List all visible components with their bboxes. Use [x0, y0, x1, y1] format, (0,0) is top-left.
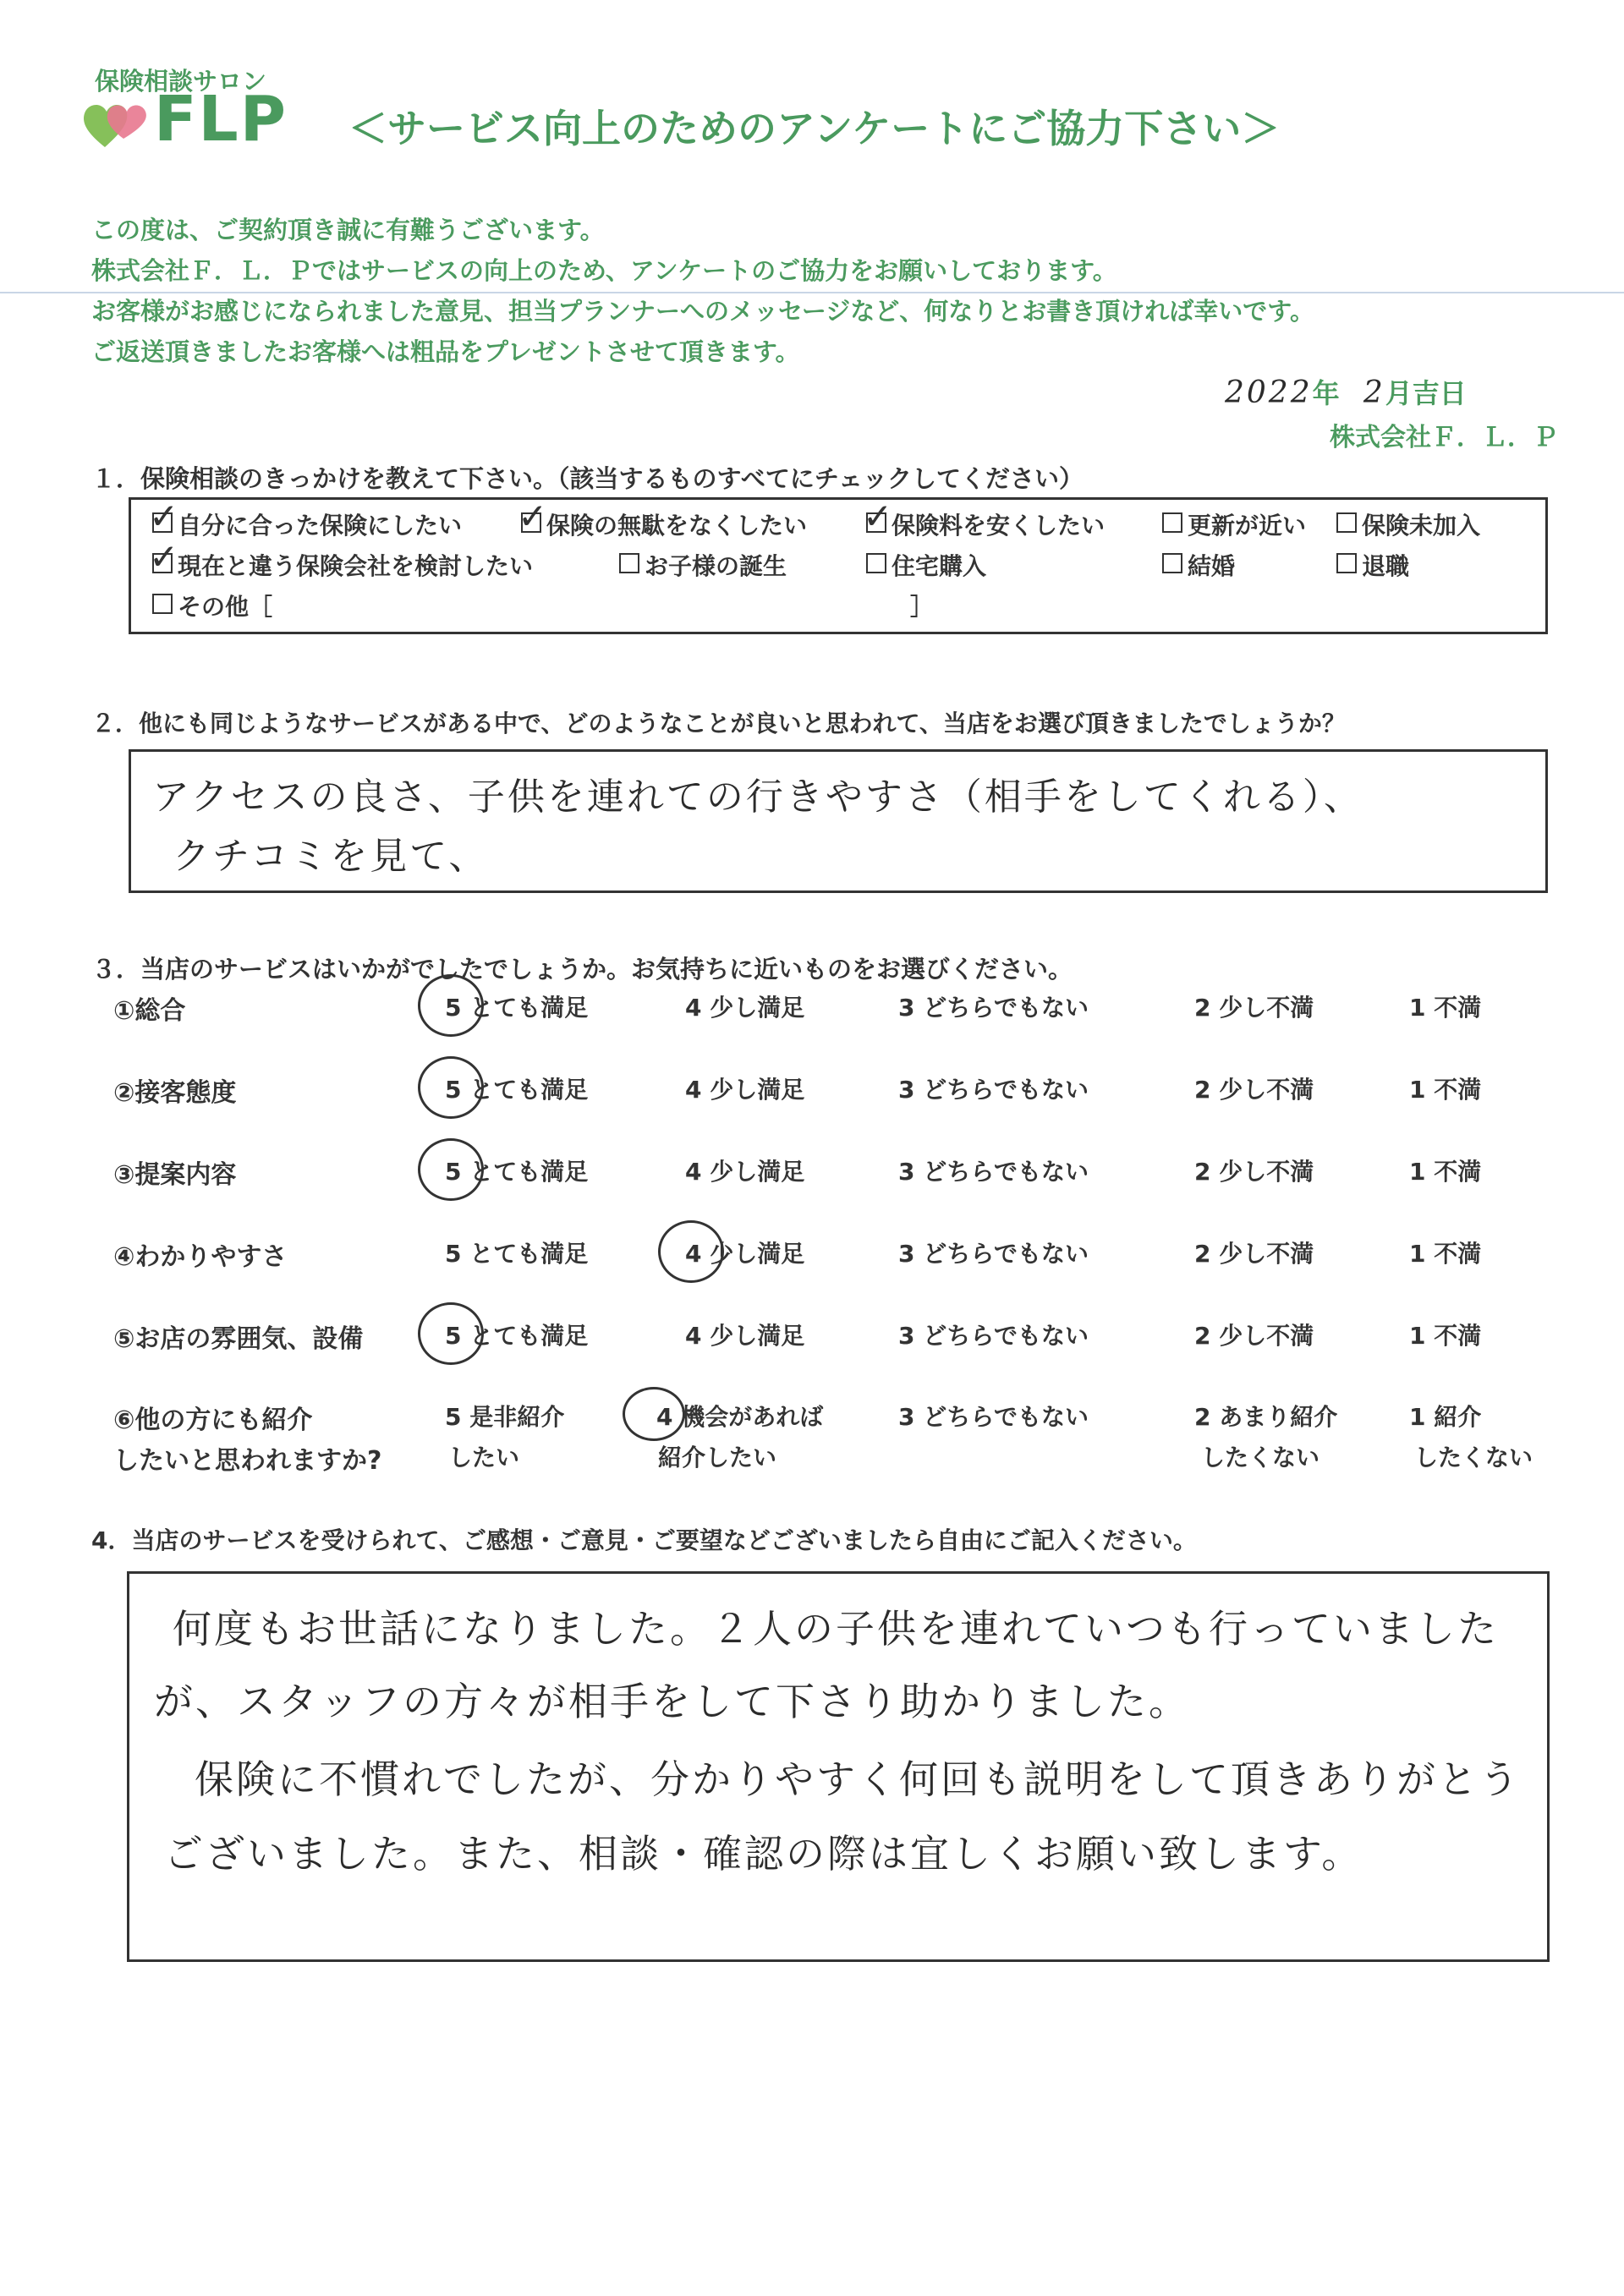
- q3-selected-circle: [418, 1138, 484, 1201]
- q1-option-8: 結婚: [1188, 552, 1236, 580]
- q1-option-2: 保険料を安くしたい: [892, 512, 1106, 540]
- q1-check-mark-2: ✓: [863, 496, 893, 537]
- q1-other-close: ］: [910, 593, 935, 621]
- recommend-selected-circle: [623, 1387, 685, 1441]
- heart-logo-icon: [80, 95, 156, 154]
- brand-logo: FLP: [154, 83, 288, 156]
- recommend-option-1-line2: したくない: [1414, 1444, 1533, 1471]
- q1-checkbox-8[interactable]: [1162, 553, 1182, 573]
- date-year-suffix: 年: [1312, 377, 1340, 409]
- q1-checkbox-4[interactable]: [1336, 512, 1357, 533]
- date-year: 2022: [1225, 375, 1313, 410]
- q1-option-7: 住宅購入: [892, 552, 987, 580]
- q3-row-label: ④わかりやすさ: [113, 1242, 288, 1272]
- q3-rating-option[interactable]: 5 とても満足: [445, 1158, 589, 1186]
- q1-option-4: 保険未加入: [1362, 512, 1481, 540]
- q2-question: ２．他にも同じようなサービスがある中で、どのようなことが良いと思われて、当店をお選び頂きましたでしょうか？: [91, 710, 1346, 737]
- q3-row-label: ③提案内容: [113, 1160, 237, 1190]
- q3-rating-option[interactable]: 1 不満: [1409, 1240, 1482, 1268]
- recommend-option-4-line2: 紹介したい: [658, 1444, 777, 1471]
- q1-option-10: その他［: [178, 593, 273, 621]
- q3-selected-circle: [418, 1056, 484, 1119]
- q3-question: ３．当店のサービスはいかがでしたでしょうか。お気持ちに近いものをお選びください。: [91, 955, 1073, 984]
- intro-line-2: 株式会社Ｆ．Ｌ．Ｐではサービスの向上のため、アンケートのご協力をお願いしております。: [91, 256, 1117, 285]
- intro-line-4: ご返送頂きましたお客様へは粗品をプレゼントさせて頂きます。: [91, 337, 800, 366]
- q4-answer-line-3: 保険に不慣れでしたが、分かりやすく何回も説明をして頂きありがとう: [195, 1756, 1521, 1802]
- q4-answer-line-4: ございました。また、相談・確認の際は宜しくお願い致します。: [164, 1831, 1363, 1877]
- q1-option-5: 現在と違う保険会社を検討したい: [178, 552, 534, 580]
- q3-rating-option[interactable]: 4 少し満足: [685, 1322, 805, 1350]
- q3-rating-option[interactable]: 3 どちらでもない: [898, 1076, 1089, 1104]
- q3-rating-option[interactable]: 5 とても満足: [445, 1322, 589, 1350]
- q3-rating-option[interactable]: 5 とても満足: [445, 1240, 589, 1268]
- recommend-option-2-line2: したくない: [1201, 1444, 1320, 1471]
- q4-answer-line-2: が、スタッフの方々が相手をして下さり助かりました。: [154, 1679, 1190, 1724]
- q1-checkbox-6[interactable]: [619, 553, 639, 573]
- q3-rating-option[interactable]: 2 少し不満: [1194, 1322, 1314, 1350]
- q2-answer-line-1: アクセスの良さ、子供を連れての行きやすさ（相手をしてくれる）、: [152, 775, 1363, 819]
- q3-rating-option[interactable]: 1 不満: [1409, 994, 1482, 1022]
- q3-row-label: ②接客態度: [113, 1078, 237, 1108]
- q3-rating-option[interactable]: 5 とても満足: [445, 994, 589, 1022]
- q3-rating-option[interactable]: 1 不満: [1409, 1076, 1482, 1104]
- recommend-option-1-line1[interactable]: 1 紹介: [1409, 1403, 1482, 1431]
- brand-small-text: 保険相談サロン: [95, 67, 267, 96]
- q1-check-mark-5: ✓: [149, 536, 179, 578]
- intro-line-1: この度は、ご契約頂き誠に有難うございます。: [91, 216, 605, 244]
- q3-rating-option[interactable]: 4 少し満足: [685, 994, 805, 1022]
- q3-rating-option[interactable]: 4 少し満足: [685, 1158, 805, 1186]
- company-name: 株式会社Ｆ．Ｌ．Ｐ: [1330, 423, 1558, 452]
- q3-rating-option[interactable]: 2 少し不満: [1194, 1076, 1314, 1104]
- recommend-option-2-line1[interactable]: 2 あまり紹介: [1194, 1403, 1338, 1431]
- recommend-option-3-line1[interactable]: 3 どちらでもない: [898, 1403, 1089, 1431]
- q3-row-label: ⑤お店の雰囲気、設備: [113, 1324, 364, 1354]
- q3-rating-option[interactable]: 3 どちらでもない: [898, 1158, 1089, 1186]
- q1-option-1: 保険の無駄をなくしたい: [546, 512, 808, 540]
- q1-checkbox-7[interactable]: [866, 553, 886, 573]
- q3-rating-option[interactable]: 4 少し満足: [685, 1240, 805, 1268]
- q1-checkbox-3[interactable]: [1162, 512, 1182, 533]
- q3-rating-option[interactable]: 3 どちらでもない: [898, 1322, 1089, 1350]
- date-month-suffix: 月吉日: [1385, 377, 1467, 409]
- q1-option-0: 自分に合った保険にしたい: [178, 512, 463, 540]
- q1-checkbox-10[interactable]: [152, 594, 173, 614]
- recommend-option-4-line1[interactable]: 4 機会があれば: [656, 1403, 824, 1431]
- date-month: 2: [1363, 375, 1385, 410]
- q3-rating-option[interactable]: 1 不満: [1409, 1158, 1482, 1186]
- q1-option-6: お子様の誕生: [645, 552, 787, 580]
- page-title: ＜サービス向上のためのアンケートにご協力下さい＞: [348, 106, 1281, 151]
- q3-rating-option[interactable]: 1 不満: [1409, 1322, 1482, 1350]
- q3-rating-option[interactable]: 3 どちらでもない: [898, 1240, 1089, 1268]
- q4-question: 4．当店のサービスを受けられて、ご感想・ご意見・ご要望などございましたら自由にご記入ください。: [91, 1526, 1197, 1554]
- q4-answer-line-1: 何度もお世話になりました。２人の子供を連れていつも行っていました: [173, 1606, 1499, 1652]
- q1-check-mark-0: ✓: [149, 496, 179, 537]
- q3-rating-option[interactable]: 4 少し満足: [685, 1076, 805, 1104]
- q3-rating-option[interactable]: 2 少し不満: [1194, 994, 1314, 1022]
- q3-rating-option[interactable]: 3 どちらでもない: [898, 994, 1089, 1022]
- q3-rating-option[interactable]: 2 少し不満: [1194, 1240, 1314, 1268]
- intro-line-3: お客様がお感じになられました意見、担当プランナーへのメッセージなど、何なりとお書き頂ければ幸いです。: [91, 297, 1314, 326]
- q3-row-label: ①総合: [113, 996, 186, 1026]
- q3-selected-circle: [418, 1302, 484, 1365]
- q3-rating-option[interactable]: 2 少し不満: [1194, 1158, 1314, 1186]
- q3-rating-option[interactable]: 5 とても満足: [445, 1076, 589, 1104]
- q2-answer-line-2: クチコミを見て、: [173, 835, 489, 878]
- recommend-option-5-line1[interactable]: 5 是非紹介: [445, 1403, 565, 1431]
- q3-recommend-label-2: したいと思われますか?: [113, 1446, 382, 1476]
- recommend-option-5-line2: したい: [448, 1444, 520, 1471]
- q1-question: １．保険相談のきっかけを教えて下さい。（該当するものすべてにチェックしてください）: [91, 464, 1084, 493]
- q1-check-mark-1: ✓: [518, 496, 548, 537]
- q1-option-3: 更新が近い: [1188, 512, 1307, 540]
- q3-selected-circle: [658, 1220, 724, 1283]
- date-line: [1225, 372, 1467, 411]
- q1-option-9: 退職: [1362, 552, 1410, 580]
- q3-recommend-label-1: ⑥他の方にも紹介: [113, 1406, 313, 1435]
- q1-checkbox-9[interactable]: [1336, 553, 1357, 573]
- q3-selected-circle: [418, 974, 484, 1037]
